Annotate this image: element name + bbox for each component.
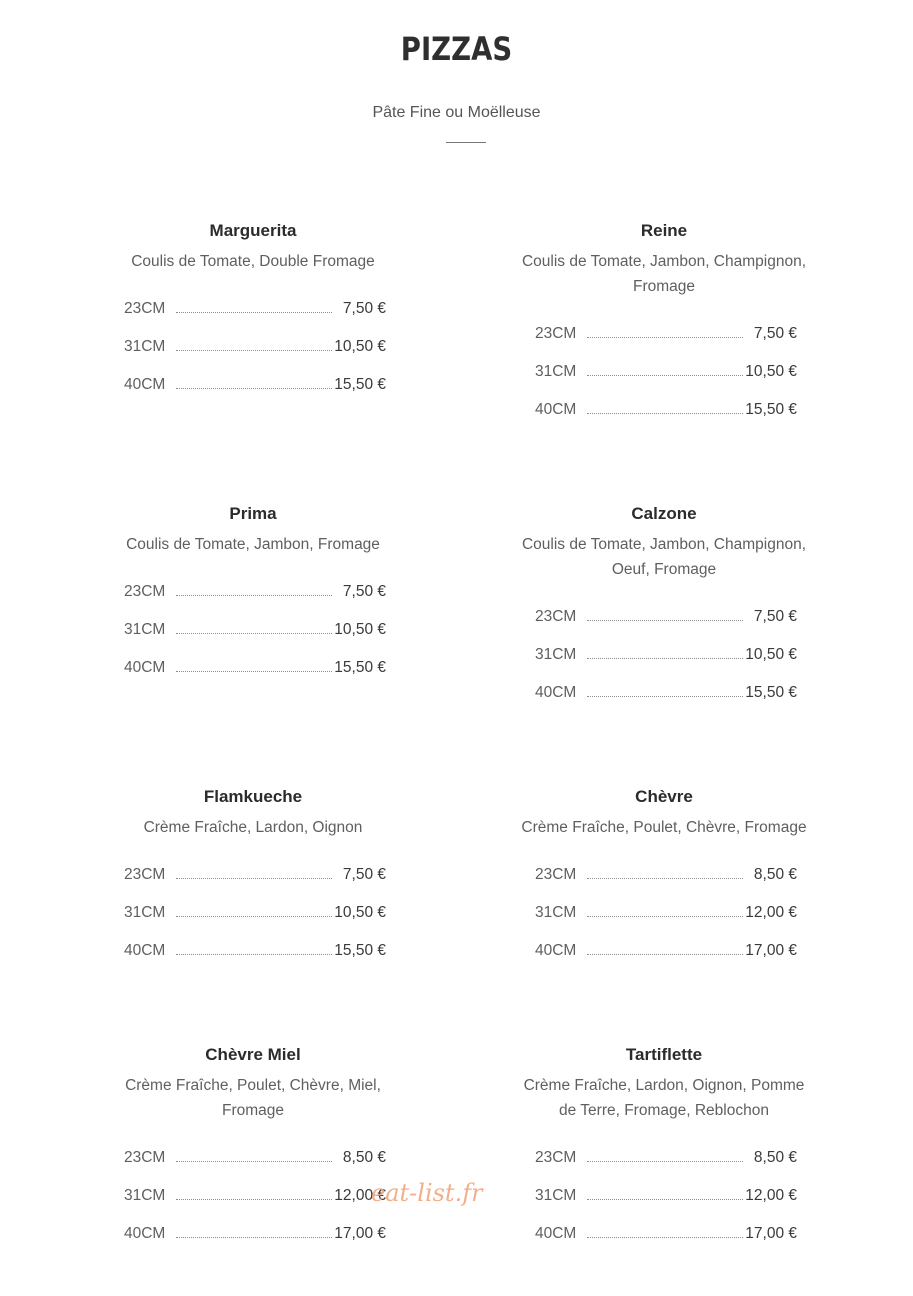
size-label: 23CM — [124, 583, 166, 600]
dot-leader — [176, 878, 332, 879]
item-description: Crème Fraîche, Lardon, Oignon — [143, 819, 363, 836]
page-subtitle: Pâte Fine ou Moëlleuse — [372, 104, 541, 121]
item-description: Crème Fraîche, Lardon, Oignon, Pomme de Terre, Fromage, Reblochon — [523, 1077, 805, 1119]
price-value: 10,50 € — [745, 646, 797, 663]
price-row — [124, 299, 386, 319]
dot-leader — [176, 1199, 332, 1200]
price-value: 7,50 € — [753, 608, 797, 625]
watermark: eat-list.fr — [371, 1179, 483, 1207]
price-row — [535, 865, 797, 885]
item-name: Chèvre — [635, 787, 693, 806]
dot-leader — [587, 1161, 743, 1162]
size-label: 31CM — [535, 904, 577, 921]
item-name: Calzone — [631, 504, 697, 523]
item-description: Coulis de Tomate, Jambon, Fromage — [126, 536, 380, 553]
size-label: 23CM — [124, 300, 166, 317]
size-label: 40CM — [124, 1225, 166, 1242]
price-row — [535, 941, 797, 961]
price-row — [535, 1224, 797, 1244]
size-label: 23CM — [535, 325, 577, 342]
price-value: 17,00 € — [745, 1225, 797, 1242]
item-description: Coulis de Tomate, Jambon, Champignon, Oeuf, Fromage — [521, 536, 807, 578]
price-row — [124, 903, 386, 923]
item-name: Tartiflette — [625, 1045, 703, 1064]
price-row — [535, 903, 797, 923]
size-label: 40CM — [124, 659, 166, 676]
size-label: 23CM — [124, 866, 166, 883]
price-value: 15,50 € — [745, 684, 797, 701]
price-row — [535, 1186, 797, 1206]
price-row — [124, 1148, 386, 1168]
price-row — [124, 337, 386, 357]
size-label: 31CM — [124, 1187, 166, 1204]
size-label: 40CM — [535, 401, 577, 418]
price-row — [124, 582, 386, 602]
dot-leader — [176, 954, 332, 955]
item-name: Flamkueche — [203, 787, 303, 806]
price-value: 12,00 € — [334, 1187, 386, 1204]
price-value: 12,00 € — [745, 904, 797, 921]
price-value: 10,50 € — [334, 621, 386, 638]
dot-leader — [587, 1237, 743, 1238]
price-row — [535, 324, 797, 344]
size-label: 23CM — [124, 1149, 166, 1166]
price-value: 7,50 € — [342, 866, 386, 883]
dot-leader — [587, 916, 743, 917]
dot-leader — [176, 916, 332, 917]
dot-leader — [176, 1237, 332, 1238]
price-value: 17,00 € — [745, 942, 797, 959]
dot-leader — [587, 954, 743, 955]
price-value: 8,50 € — [753, 866, 797, 883]
size-label: 31CM — [535, 646, 577, 663]
price-value: 15,50 € — [745, 401, 797, 418]
size-label: 31CM — [124, 621, 166, 638]
size-label: 40CM — [535, 942, 577, 959]
item-description: Coulis de Tomate, Jambon, Champignon, Fromage — [521, 253, 807, 295]
price-row — [124, 375, 386, 395]
dot-leader — [587, 620, 743, 621]
dot-leader — [587, 337, 743, 338]
price-row — [535, 1148, 797, 1168]
price-row — [535, 607, 797, 627]
price-row — [124, 1186, 386, 1206]
price-value: 7,50 € — [342, 300, 386, 317]
price-value: 17,00 € — [334, 1225, 386, 1242]
price-row — [124, 620, 386, 640]
item-description: Coulis de Tomate, Double Fromage — [131, 253, 375, 270]
dot-leader — [587, 658, 743, 659]
size-label: 23CM — [535, 1149, 577, 1166]
price-value: 8,50 € — [342, 1149, 386, 1166]
price-row — [535, 645, 797, 665]
size-label: 40CM — [535, 684, 577, 701]
item-name: Marguerita — [209, 221, 297, 240]
price-value: 12,00 € — [745, 1187, 797, 1204]
item-description: Crème Fraîche, Poulet, Chèvre, Miel, Fromage — [125, 1077, 381, 1119]
dot-leader — [176, 350, 332, 351]
price-value: 10,50 € — [334, 904, 386, 921]
dot-leader — [587, 413, 743, 414]
price-row — [535, 683, 797, 703]
price-value: 15,50 € — [334, 376, 386, 393]
price-row — [124, 941, 386, 961]
price-row — [535, 400, 797, 420]
price-row — [124, 865, 386, 885]
dot-leader — [587, 696, 743, 697]
dot-leader — [176, 595, 332, 596]
price-value: 8,50 € — [753, 1149, 797, 1166]
dot-leader — [176, 1161, 332, 1162]
size-label: 40CM — [535, 1225, 577, 1242]
size-label: 31CM — [535, 363, 577, 380]
size-label: 40CM — [124, 942, 166, 959]
price-value: 7,50 € — [342, 583, 386, 600]
item-description: Crème Fraîche, Poulet, Chèvre, Fromage — [521, 819, 807, 836]
price-row — [124, 658, 386, 678]
dot-leader — [176, 671, 332, 672]
item-name: Reine — [640, 221, 688, 240]
dot-leader — [176, 388, 332, 389]
dot-leader — [587, 1199, 743, 1200]
price-row — [124, 1224, 386, 1244]
dot-leader — [176, 312, 332, 313]
price-value: 7,50 € — [753, 325, 797, 342]
page-title: PIZZAS — [400, 30, 513, 68]
dot-leader — [587, 375, 743, 376]
size-label: 23CM — [535, 608, 577, 625]
size-label: 31CM — [124, 904, 166, 921]
price-row — [535, 362, 797, 382]
size-label: 23CM — [535, 866, 577, 883]
price-value: 15,50 € — [334, 942, 386, 959]
size-label: 31CM — [124, 338, 166, 355]
dot-leader — [176, 633, 332, 634]
dot-leader — [587, 878, 743, 879]
size-label: 40CM — [124, 376, 166, 393]
price-value: 10,50 € — [745, 363, 797, 380]
item-name: Chèvre Miel — [205, 1045, 301, 1064]
price-value: 10,50 € — [334, 338, 386, 355]
size-label: 31CM — [535, 1187, 577, 1204]
item-name: Prima — [229, 504, 277, 523]
price-value: 15,50 € — [334, 659, 386, 676]
